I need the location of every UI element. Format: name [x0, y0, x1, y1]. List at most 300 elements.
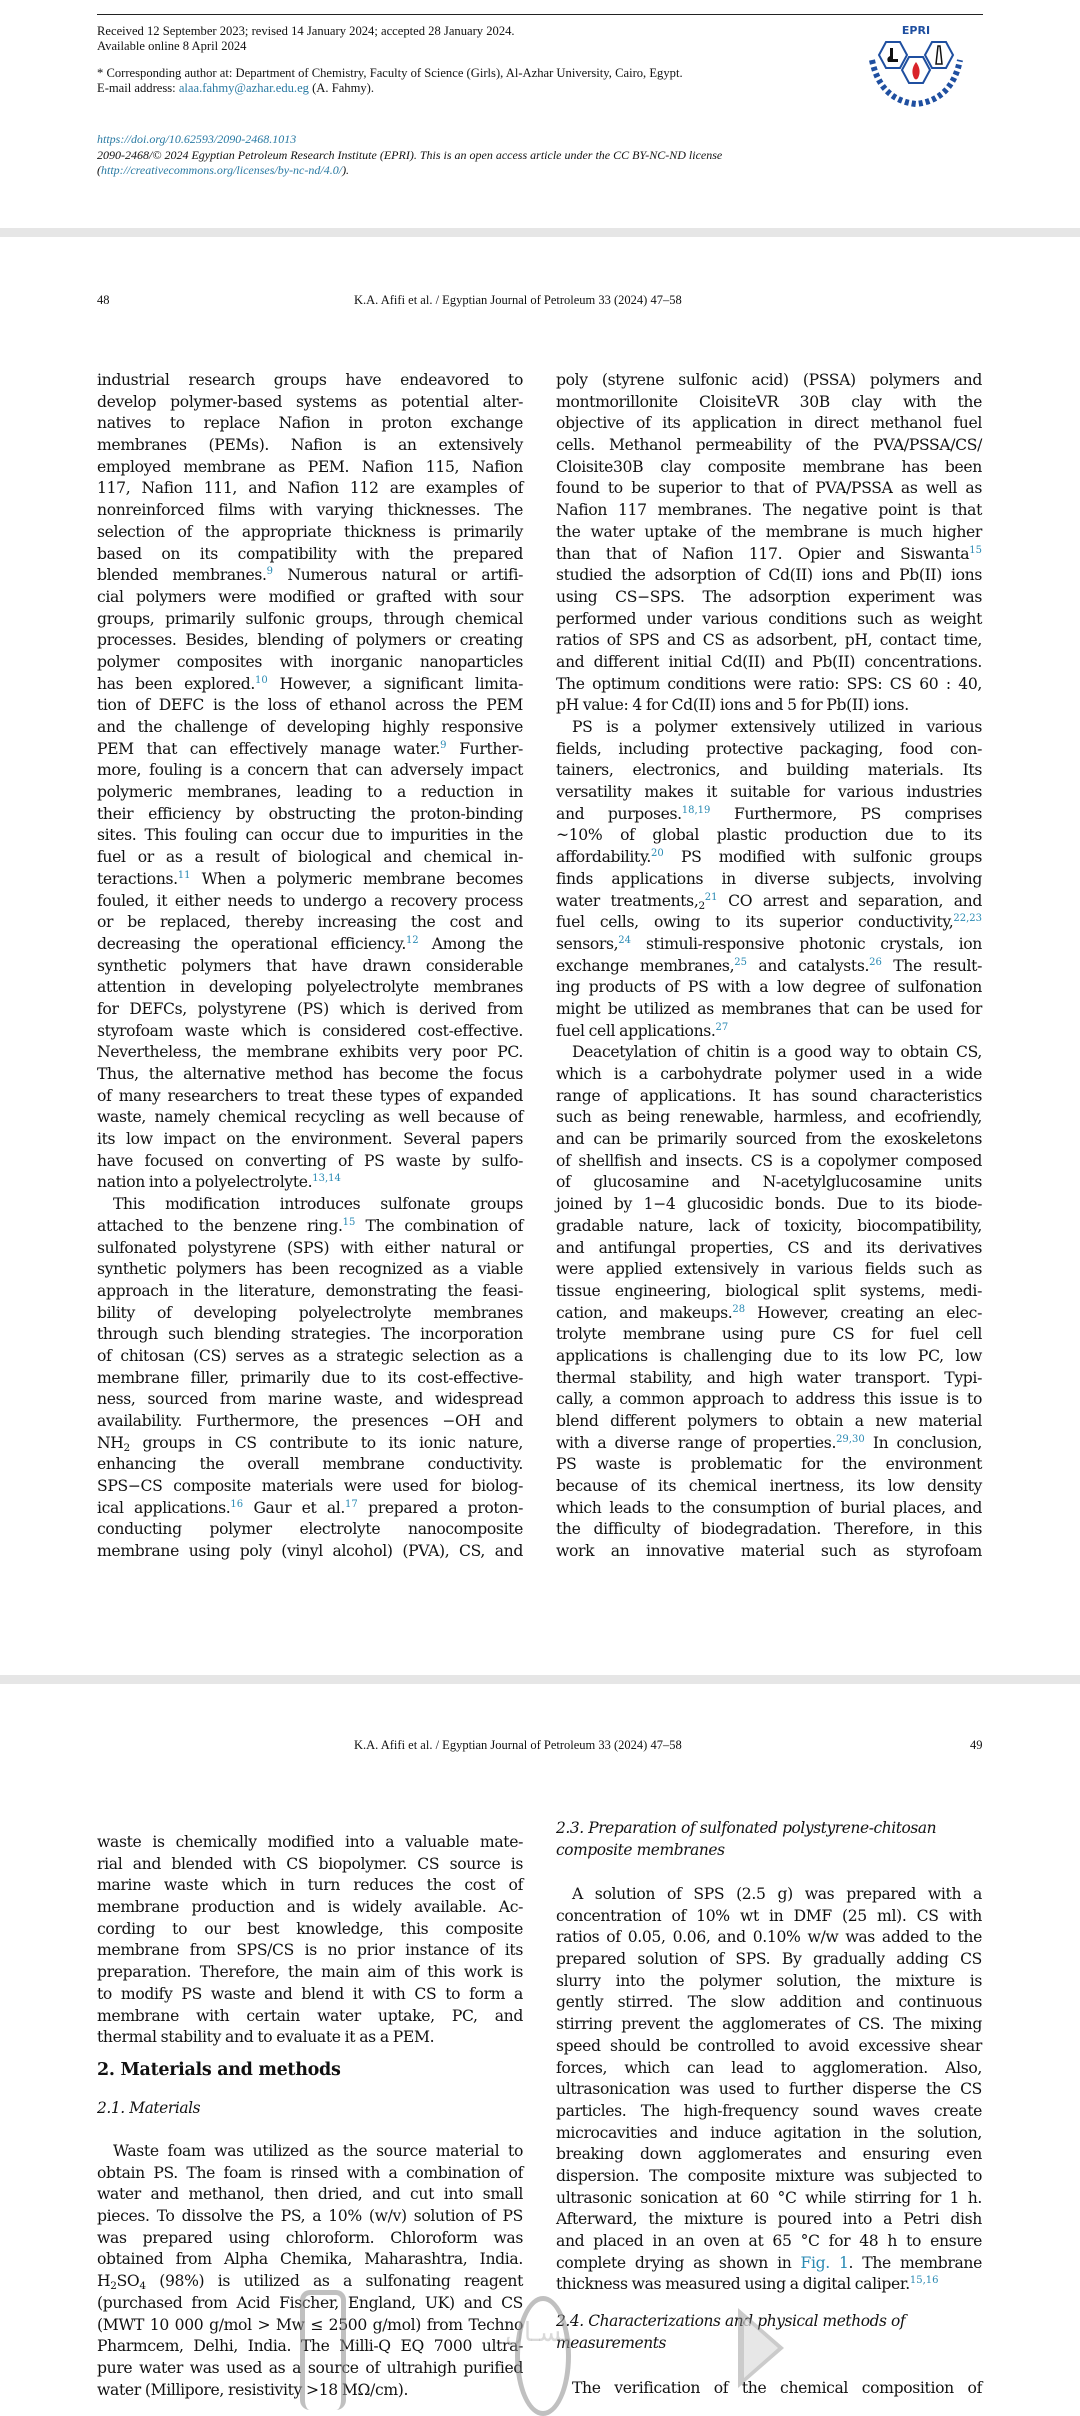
- t: and purposes.: [556, 804, 682, 823]
- t: (MWT 10 000 g/mol > Mw ≤ 2500 g/mol) from Techno: [97, 2315, 523, 2334]
- t: tion of DEFC is the loss of ethanol across the PEM: [97, 696, 523, 715]
- t: cation, and makeups.: [556, 1303, 733, 1322]
- t: pieces. To dissolve the PS, a 10% (w/v) solution of PS: [97, 2207, 523, 2226]
- text-line: [97, 1324, 523, 1346]
- t: Nevertheless, the membrane exhibits very poor PC.: [97, 1043, 523, 1062]
- text-line: [97, 1476, 523, 1498]
- section-heading-materials-methods: 2. Materials and methods: [97, 2060, 341, 2080]
- text-line: [556, 2014, 982, 2036]
- subsection-heading-materials: 2.1. Materials: [97, 2099, 201, 2117]
- citation-link[interactable]: 10: [254, 674, 268, 686]
- text-line: [97, 760, 523, 782]
- text-line: [97, 1984, 523, 2006]
- text-line: [556, 1042, 982, 1064]
- text-line: [97, 717, 523, 739]
- t: finds applications in diverse subjects, involving: [556, 869, 982, 888]
- text-segment: prepared a proton-: [357, 1498, 523, 1517]
- t: waste is chemically modified into a valuable mate-: [97, 1833, 523, 1851]
- text-line: [556, 565, 982, 587]
- text-line: [556, 1021, 982, 1043]
- text-line: [556, 1476, 982, 1498]
- text-line: [556, 392, 982, 414]
- text-line: [556, 977, 982, 999]
- t: attached to the benzene ring.: [97, 1216, 343, 1235]
- text-line: [556, 370, 982, 392]
- t: and placed in an oven at 65 °C for 48 h to ensure: [556, 2232, 982, 2250]
- text-line: [97, 500, 523, 522]
- text-line: [97, 413, 523, 435]
- page-49: [0, 1684, 1080, 2400]
- received-line: Received 12 September 2023; revised 14 January 2024; accepted 28 January 2024.: [97, 24, 515, 38]
- t: membrane using poly (vinyl alcohol) (PVA), CS, and: [97, 1542, 523, 1561]
- text-line: [556, 1194, 982, 1216]
- text-segment: When a polymeric membrane becomes: [190, 869, 523, 888]
- t: using CS−SPS. The adsorption experiment was: [556, 587, 982, 606]
- text-line: [97, 1897, 523, 1919]
- text-line: [556, 1906, 982, 1928]
- t: microcavities and induce agitation in the solution,: [556, 2123, 982, 2142]
- citation-link[interactable]: 24: [618, 934, 632, 946]
- text-line: [556, 587, 982, 609]
- text-line: [97, 1368, 523, 1390]
- text-line: [97, 478, 523, 500]
- text-line: [556, 1281, 982, 1303]
- page-48: [0, 237, 1080, 1675]
- t: because of its chemical inertness, its low density: [556, 1477, 982, 1496]
- text-line: [556, 2166, 982, 2188]
- corresponding-author: [97, 66, 683, 96]
- t: versatility makes it suitable for various industries: [556, 783, 982, 802]
- t: bility of developing polyelectrolyte membranes: [97, 1303, 523, 1322]
- text-line: [556, 630, 982, 652]
- text-line: [97, 1541, 523, 1563]
- text-line: [97, 457, 523, 479]
- t: forces, which can lead to agglomeration. Also,: [556, 2058, 982, 2077]
- t: concentration of 10% wt in DMF (25 ml). CS with: [556, 1906, 982, 1925]
- t: ultrasonication was used to further disperse the CS: [556, 2080, 982, 2099]
- t: might be utilized as membranes that can be used for: [556, 999, 982, 1018]
- t: approach in the literature, demonstrating the feasi-: [97, 1281, 523, 1300]
- t: studied the adsorption of Cd(II) ions and Pb(II) ions: [556, 566, 982, 585]
- t: styrofoam waste which is considered cost-effective.: [97, 1021, 523, 1040]
- text-line: [556, 804, 982, 826]
- citation-link[interactable]: 27: [715, 1021, 729, 1033]
- text-line: [556, 1324, 982, 1346]
- back-triangle-icon[interactable]: [738, 2308, 784, 2388]
- t: cells. Methanol permeability of the PVA/PSSA/CS/: [556, 436, 982, 455]
- t: with a diverse range of properties.: [556, 1433, 837, 1452]
- text-line: [556, 999, 982, 1021]
- heading-line-1: 2.4. Characterizations and physical methods of: [556, 2312, 906, 2330]
- t: membrane filler, primarily due to its cost-effective-: [97, 1368, 523, 1387]
- text-line: [97, 695, 523, 717]
- subscript: 2: [698, 899, 705, 912]
- t: water (Millipore, resistivity >18 MΩ/cm).: [97, 2380, 409, 2399]
- page-separator: [0, 1675, 1080, 1684]
- t: polymeric membranes, leading to a reduction in: [97, 783, 523, 802]
- t: membrane production and is widely available. Ac-: [97, 1898, 523, 1917]
- t: H: [97, 2272, 111, 2291]
- paren-open: (: [97, 163, 101, 177]
- t: have focused on converting of PS waste by sulfo-: [97, 1151, 523, 1170]
- text-line: [556, 1541, 982, 1563]
- text-line: [556, 1498, 982, 1520]
- running-head: K.A. Afifi et al. / Egyptian Journal of Petroleum 33 (2024) 47–58: [354, 293, 682, 307]
- t: thermal stability and to evaluate it as a PEM.: [97, 2028, 435, 2047]
- text-line: [556, 1346, 982, 1368]
- t: Cloisite30B clay composite membrane has been: [556, 457, 982, 476]
- text-segment: . The membrane: [848, 2253, 982, 2272]
- text-segment: (98%) is utilized as a sulfonating reagent: [145, 2272, 523, 2291]
- t: thickness was measured using a digital caliper.: [556, 2275, 910, 2294]
- t: blended membranes.: [97, 566, 267, 585]
- t: develop polymer-based systems as potential alter-: [97, 392, 523, 411]
- t: polymer composites with inorganic nanoparticles: [97, 652, 523, 671]
- text-line: [556, 1172, 982, 1194]
- text-line: [97, 1216, 523, 1238]
- recents-square-icon[interactable]: [300, 2290, 346, 2410]
- citation-link[interactable]: 15: [969, 544, 982, 556]
- received-dates: [97, 24, 515, 54]
- t: of shellfish and insects. CS is a copolymer composed: [556, 1151, 982, 1170]
- t: objective of its application in direct methanol fuel: [556, 414, 982, 433]
- t: membrane with certain water uptake, PC, and: [97, 2006, 523, 2025]
- text-line: [556, 500, 982, 522]
- t: pure water was used as a source of ultrahigh purified: [97, 2358, 523, 2377]
- available-online-line: Available online 8 April 2024: [97, 39, 247, 53]
- svg-text:EPRI: EPRI: [901, 24, 931, 37]
- t: the difficulty of biodegradation. Therefore, in this: [556, 1520, 982, 1539]
- paren-close: ).: [342, 163, 350, 177]
- t: breaking down agglomerates and ensuring even: [556, 2145, 982, 2164]
- subscript: 4: [139, 2280, 146, 2293]
- t: found to be superior to that of PVA/PSSA as well as: [556, 479, 982, 498]
- text-line: [97, 435, 523, 457]
- t: rial and blended with CS biopolymer. CS source is: [97, 1854, 523, 1873]
- text-segment: Gaur et al.: [243, 1498, 346, 1517]
- text-line: [97, 847, 523, 869]
- t: stirring prevent the agglomerates of CS. The mixing: [556, 2015, 982, 2034]
- text-segment: However, a significant limita-: [267, 674, 523, 693]
- subsection-heading-preparation: [556, 1818, 982, 1861]
- t: through such blending strategies. The incorporation: [97, 1325, 523, 1344]
- text-line: [556, 2036, 982, 2058]
- t: montmorillonite CloisiteVR 30B clay with the: [556, 392, 982, 411]
- t: affordability.: [556, 848, 651, 867]
- text-line: [556, 2274, 982, 2296]
- corresponding-author-line: * Corresponding author at: Department of Chemistry, Faculty of Science (Girls), Al-Azhar University, Cairo, Egypt.: [97, 66, 683, 80]
- epri-logo-icon: [852, 20, 980, 115]
- citation-link[interactable]: 12: [405, 934, 419, 946]
- license-link[interactable]: http://creativecommons.org/licenses/by-nc-nd/4.0/: [101, 163, 343, 177]
- text-line: [556, 609, 982, 631]
- text-line: [556, 1064, 982, 1086]
- t: tissue engineering, biological split systems, medi-: [556, 1281, 982, 1300]
- text-line: [97, 739, 523, 761]
- citation-link[interactable]: 17: [345, 1498, 358, 1510]
- page-number: 48: [97, 293, 110, 307]
- text-line: [97, 674, 523, 696]
- heading-line-2: composite membranes: [556, 1840, 725, 1859]
- text-line: [97, 2027, 523, 2049]
- right-column: [556, 370, 982, 1563]
- t: synthetic polymers that have drawn considerable: [97, 956, 523, 975]
- t: thermal stability, and high water transport. Typi-: [556, 1368, 982, 1387]
- text-line: [97, 1454, 523, 1476]
- t: conducting polymer electrolyte nanocomposite: [97, 1520, 523, 1539]
- email-line: [97, 81, 683, 96]
- text-line: [556, 739, 982, 761]
- t: exchange membranes,: [556, 956, 735, 975]
- citation-link[interactable]: 13,14: [312, 1173, 341, 1185]
- text-line: [97, 1172, 523, 1194]
- citation-link[interactable]: 20: [650, 848, 664, 860]
- t: obtained from Alpha Chemika, Maharashtra, India.: [97, 2250, 523, 2269]
- text-segment: Furthermore, PS comprises: [710, 804, 982, 823]
- t: 117, Nafion 111, and Nafion 112 are examples of: [97, 479, 523, 498]
- text-line: [556, 825, 982, 847]
- t: selection of the appropriate thickness is primarily: [97, 522, 523, 541]
- t: decreasing the operational efficiency.: [97, 934, 406, 953]
- text-line: [97, 1433, 523, 1455]
- text-line: [97, 1303, 523, 1325]
- t: was prepared using chloroform. Chloroform was: [97, 2228, 523, 2247]
- text-line: [97, 2249, 523, 2271]
- t: groups, primarily sulfonic groups, through chemical: [97, 609, 523, 628]
- text-segment: Among the: [418, 934, 524, 953]
- t: This modification introduces sulfonate groups: [113, 1195, 523, 1214]
- t: industrial research groups have endeavored to: [97, 371, 523, 389]
- running-head: K.A. Afifi et al. / Egyptian Journal of Petroleum 33 (2024) 47–58: [354, 1738, 682, 1752]
- subscript: 2: [110, 2280, 117, 2293]
- text-line: [97, 1238, 523, 1260]
- t: processes. Besides, blending of polymers or creating: [97, 631, 523, 650]
- email-suffix: (A. Fahmy).: [308, 81, 375, 95]
- t: membrane from SPS/CS is no prior instance of its: [97, 1941, 523, 1960]
- text-line: [97, 392, 523, 414]
- text-line: [97, 609, 523, 631]
- t: prepared solution of SPS. By gradually adding CS: [556, 1950, 982, 1969]
- text-line: [556, 1303, 982, 1325]
- t: poly (styrene sulfonic acid) (PSSA) polymers and: [556, 371, 982, 389]
- t: NH: [97, 1433, 124, 1452]
- t: complete drying as shown in: [556, 2253, 801, 2272]
- citation-link[interactable]: 26: [869, 956, 882, 968]
- text-line: [556, 652, 982, 674]
- t: of chitosan (CS) serves as a strategic selection as a: [97, 1346, 523, 1365]
- text-line: [97, 630, 523, 652]
- text-line: [97, 1107, 523, 1129]
- citation-link[interactable]: 18,19: [681, 804, 711, 816]
- t: sensors,: [556, 934, 619, 953]
- text-line: [556, 674, 982, 696]
- text-line: [556, 1368, 982, 1390]
- text-line: [556, 695, 982, 717]
- text-line: [97, 1021, 523, 1043]
- t: ultrasonic sonication at 60 °C while stirring for 1 h.: [556, 2188, 982, 2207]
- license-link-line: [97, 163, 722, 179]
- t: ness, sourced from marine waste, and widespread: [97, 1390, 523, 1409]
- watermark-text: ـسـال: [505, 2318, 571, 2348]
- page-separator: [0, 228, 1080, 237]
- text-line: [97, 587, 523, 609]
- t: or be replaced, thereby increasing the cost and: [97, 913, 523, 932]
- figure-link[interactable]: Fig. 1: [800, 2253, 849, 2272]
- text-line: [556, 1971, 982, 1993]
- citation-link[interactable]: 9: [440, 739, 447, 751]
- t: and different initial Cd(II) and Pb(II) concentrations.: [556, 652, 982, 671]
- text-line: [556, 435, 982, 457]
- citation-link[interactable]: 25: [734, 956, 747, 968]
- t: speed should be controlled to avoid excessive shear: [556, 2036, 982, 2055]
- text-line: [97, 1346, 523, 1368]
- text-line: [97, 2141, 523, 2163]
- text-segment: SO: [116, 2272, 140, 2291]
- citation-link[interactable]: 11: [177, 869, 191, 881]
- page-article-info: [0, 0, 1080, 228]
- text-line: [97, 956, 523, 978]
- t: PS waste is problematic for the environment: [556, 1455, 982, 1474]
- t: nonreinforced films with varying thicknesses. The: [97, 501, 523, 520]
- t: pH value: 4 for Cd(II) ions and 5 for Pb(II) ions.: [556, 696, 909, 715]
- text-line: [556, 544, 982, 566]
- citation-link[interactable]: 28: [732, 1303, 746, 1315]
- t: Nafion 117 membranes. The negative point is that: [556, 501, 982, 520]
- citation-link[interactable]: 21: [704, 891, 718, 903]
- text-line: [556, 478, 982, 500]
- text-line: [97, 1940, 523, 1962]
- citation-link[interactable]: 29,30: [836, 1433, 865, 1445]
- text-line: [97, 1411, 523, 1433]
- text-segment: CO: [717, 891, 753, 910]
- text-line: [97, 565, 523, 587]
- citation-link[interactable]: 16: [230, 1498, 244, 1510]
- t: of many researchers to treat these types of expanded: [97, 1086, 523, 1105]
- text-line: [556, 457, 982, 479]
- text-line: [556, 717, 982, 739]
- text-segment: stimuli-responsive photonic crystals, ion: [631, 934, 982, 953]
- t: sulfonated polystyrene (SPS) with either natural or: [97, 1238, 523, 1257]
- text-line: [97, 652, 523, 674]
- text-line: [556, 1086, 982, 1108]
- text-line: [97, 1498, 523, 1520]
- t: Pharmcem, Delhi, India. The Milli-Q EQ 7000 ultra-: [97, 2337, 523, 2356]
- t: Waste foam was utilized as the source material to: [113, 2142, 523, 2160]
- t: particles. The high-frequency sound waves create: [556, 2101, 982, 2120]
- text-line: [556, 413, 982, 435]
- text-line: [556, 2209, 982, 2231]
- t: slurry into the polymer solution, the mixture is: [556, 1971, 982, 1990]
- t: membranes (PEMs). Nafion is an extensively: [97, 436, 523, 455]
- t: fields, including protective packaging, food con-: [556, 739, 982, 758]
- text-line: [97, 2006, 523, 2028]
- text-segment: The result-: [881, 956, 983, 975]
- t: synthetic polymers has been recognized as a viable: [97, 1260, 523, 1279]
- text-line: [97, 1832, 523, 1854]
- text-line: [97, 370, 523, 392]
- t: for DEFCs, polystyrene (PS) which is derived from: [97, 999, 523, 1018]
- text-line: [556, 1454, 982, 1476]
- t: water and methanol, then dried, and cut into small: [97, 2185, 523, 2204]
- citation-link[interactable]: 15: [342, 1216, 356, 1228]
- t: Deacetylation of chitin is a good way to obtain CS,: [572, 1043, 982, 1062]
- text-line: [97, 2206, 523, 2228]
- t: to modify PS waste and blend it with CS to form a: [97, 1984, 523, 2003]
- text-line: [556, 847, 982, 869]
- t: tainers, electronics, and building materials. Its: [556, 761, 982, 780]
- text-line: [556, 1992, 982, 2014]
- citation-link[interactable]: 15,16: [909, 2275, 939, 2287]
- text-line: [556, 1884, 982, 1906]
- t: joined by 1−4 glucosidic bonds. Due to its biode-: [556, 1195, 982, 1214]
- email-link[interactable]: alaa.fahmy@azhar.edu.eg: [178, 81, 309, 95]
- t: The verification of the chemical composition of: [572, 2379, 982, 2397]
- text-segment: groups in CS contribute to its ionic nature,: [129, 1433, 523, 1452]
- left-column: [97, 370, 523, 1563]
- text-segment: Numerous natural or artifi-: [273, 566, 523, 585]
- t: (purchased from Acid Fischer, England, UK) and CS: [97, 2293, 523, 2312]
- text-line: [556, 760, 982, 782]
- t: A solution of SPS (2.5 g) was prepared with a: [572, 1885, 982, 1903]
- t: employed membrane as PEM. Nafion 115, Nafion: [97, 457, 523, 476]
- t: fouled, it either needs to undergo a recovery process: [97, 891, 523, 910]
- t: nation into a polyelectrolyte.: [97, 1173, 313, 1192]
- text-segment: The combination of: [355, 1216, 523, 1235]
- t: waste, namely chemical recycling as well because of: [97, 1108, 523, 1127]
- text-line: [556, 2253, 982, 2275]
- text-line: [97, 1064, 523, 1086]
- text-line: [97, 1194, 523, 1216]
- citation-link[interactable]: 22,23: [953, 913, 982, 925]
- t: cally, a common approach to address this issue is to: [556, 1390, 982, 1409]
- text-line: [556, 1216, 982, 1238]
- t: the water uptake of the membrane is much higher: [556, 522, 982, 541]
- text-line: [97, 977, 523, 999]
- text-line: [97, 825, 523, 847]
- subscript: 2: [123, 1441, 130, 1454]
- t: natives to replace Nafion in proton exchange: [97, 414, 523, 433]
- text-line: [556, 1949, 982, 1971]
- t: trolyte membrane using pure CS for fuel cell: [556, 1325, 982, 1344]
- text-line: [97, 2163, 523, 2185]
- t: more, fouling is a concern that can adversely impact: [97, 761, 523, 780]
- text-line: [97, 804, 523, 826]
- text-line: [556, 1259, 982, 1281]
- t: than that of Nafion 117. Opier and Siswanta: [556, 544, 970, 563]
- doi-license-block: [97, 132, 722, 179]
- doi-link[interactable]: https://doi.org/10.62593/2090-2468.1013: [97, 132, 297, 146]
- text-line: [556, 1238, 982, 1260]
- license-line: 2090-2468/© 2024 Egyptian Petroleum Research Institute (EPRI). This is an open access article under the CC BY-NC-ND license: [97, 147, 723, 162]
- t: has been explored.: [97, 674, 255, 693]
- home-circle-icon[interactable]: [515, 2296, 571, 2416]
- citation-link[interactable]: 9: [266, 566, 274, 578]
- text-line: [556, 934, 982, 956]
- t: cording to our best knowledge, this composite: [97, 1919, 523, 1938]
- t: blend different polymers to obtain a new material: [556, 1412, 982, 1430]
- heading-line-2: measurements: [556, 2333, 667, 2352]
- text-line: [97, 1389, 523, 1411]
- text-line: [556, 1927, 982, 1949]
- text-line: [556, 2231, 982, 2253]
- text-line: [556, 869, 982, 891]
- t: such as being renewable, harmless, and ecofriendly,: [556, 1108, 982, 1127]
- page-number: 49: [970, 1738, 983, 1752]
- text-line: [97, 1129, 523, 1151]
- t: and the challenge of developing highly responsive: [97, 718, 523, 736]
- t: applications is challenging due to its low PC, low: [556, 1346, 982, 1365]
- text-line: [97, 1962, 523, 1984]
